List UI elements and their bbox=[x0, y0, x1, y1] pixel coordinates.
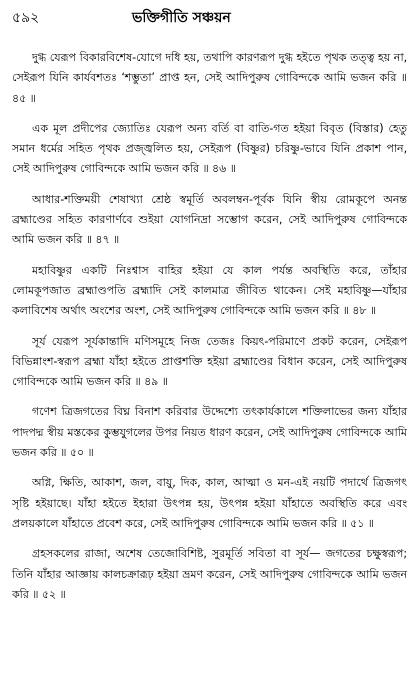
verse-paragraph-52: গ্রহসকলের রাজা, অশেষ তেজোবিশিষ্ট, সুরমূর্তি সবিতা বা সূর্য— জগতের চক্ষুস্বরূপ; তিনি যাঁহার আজ্ঞায় কালচক্রারূঢ় হইয়া ভ্রমণ করেন, সেই আদিপুরুষ গোবিন্দকে আমি ভজন করি ॥ ৫২ ॥ bbox=[12, 547, 407, 601]
page-header bbox=[12, 6, 407, 36]
verse-paragraph-47: আধার-শক্তিময়ী শেষাখ্যা শ্রেষ্ঠ স্বমূর্তি অবলম্বন-পূর্বক যিনি স্বীয় রোমকূপে অনন্ত ব্রহ্মাণ্ডের সহিত কারণার্ণবে শুইয়া যোগনিদ্রা সম্ভোগ করেন, সেই আদিপুরুষ গোবিন্দকে আমি ভজন করি ॥ ৪৭ ॥ bbox=[12, 192, 407, 247]
verse-paragraph-46: এক মূল প্রদীপের জ্যোতিঃ যেরূপ অন্য বর্তি বা বাতি-গত হইয়া বিবৃত (বিস্তার) হেতু সমান ধর্মের সহিত পৃথক প্রজ্জ্বলিত হয়, সেইরূপ (বিষ্ণুর) চরিষ্ণু-ভাবে যিনি প্রকাশ পান, সেই আদিপুরুষ গোবিন্দকে আমি ভজন করি ॥ ৪৬ ॥ bbox=[12, 121, 407, 176]
book-title: ভক্তিগীতি সঞ্চয়ন bbox=[132, 10, 231, 26]
verse-paragraph-49: সূর্য যেরূপ সূর্যকান্তাদি মণিসমূহে নিজ তেজঃ কিয়ৎ-পরিমাণে প্রকট করেন, সেইরূপ বিভিন্নাংশ-স্বরূপ ব্রহ্মা যাঁহা হইতে প্রাপ্তশক্তি হইয়া ব্রহ্মাণ্ডের বিধান করেন, সেই আদিপুরুষ গোবিন্দকে আমি ভজন করি ॥ ৪৯ ॥ bbox=[12, 334, 407, 389]
verse-paragraph-50: গণেশ ত্রিজগতের বিঘ্ন বিনাশ করিবার উদ্দেশ্যে তৎকার্যকালে শক্তিলাভের জন্য যাঁহার পাদপদ্ম স্বীয় মস্তকের কুম্ভযুগলের উপর নিয়ত ধারণ করেন, সেই আদিপুরুষ গোবিন্দকে আমি ভজন করি ॥ ৫০ ॥ bbox=[12, 405, 407, 460]
verse-paragraph-45: দুগ্ধ যেরূপ বিকারবিশেষ-যোগে দধি হয়, তথাপি কারণরূপ দুগ্ধ হইতে পৃথক তত্ত্ব হয় না, সেইরূপ যিনি কার্যবশতঃ ‘শম্ভুতা’ প্রাপ্ত হন, সেই আদিপুরুষ গোবিন্দকে আমি ভজন করি ॥ ৪৫ ॥ bbox=[12, 51, 407, 105]
verse-paragraph-51: অগ্নি, ক্ষিতি, আকাশ, জল, বায়ু, দিক, কাল, আত্মা ও মন-এই নয়টি পদার্থে ত্রিজগৎ সৃষ্টি হইয়াছে। যাঁহা হইতে ইহারা উৎপন্ন হয়, উৎপন্ন হইয়া যাঁহাতে অবস্থিতি করে এবং প্রলয়কালে যাঁহাতে প্রবেশ করে, সেই আদিপুরুষ গোবিন্দকে আমি ভজন করি ॥ ৫১ ॥ bbox=[12, 476, 407, 530]
page-content bbox=[12, 48, 407, 605]
page-number: ৫৯২ bbox=[12, 10, 40, 26]
verse-paragraph-48: মহাবিষ্ণুর একটি নিঃশ্বাস বাহির হইয়া যে কাল পর্যন্ত অবস্থিতি করে, তাঁহার লোমকূপজাত ব্রহ্মাণ্ডপতি ব্রহ্মাদি সেই কালমাত্র জীবিত থাকেন। সেই মহাবিষ্ণু—যাঁহার কলাবিশেষ অর্থাৎ অংশের অংশ, সেই আদিপুরুষ গোবিন্দকে আমি ভজন করি ॥ ৪৮ ॥ bbox=[12, 263, 407, 318]
